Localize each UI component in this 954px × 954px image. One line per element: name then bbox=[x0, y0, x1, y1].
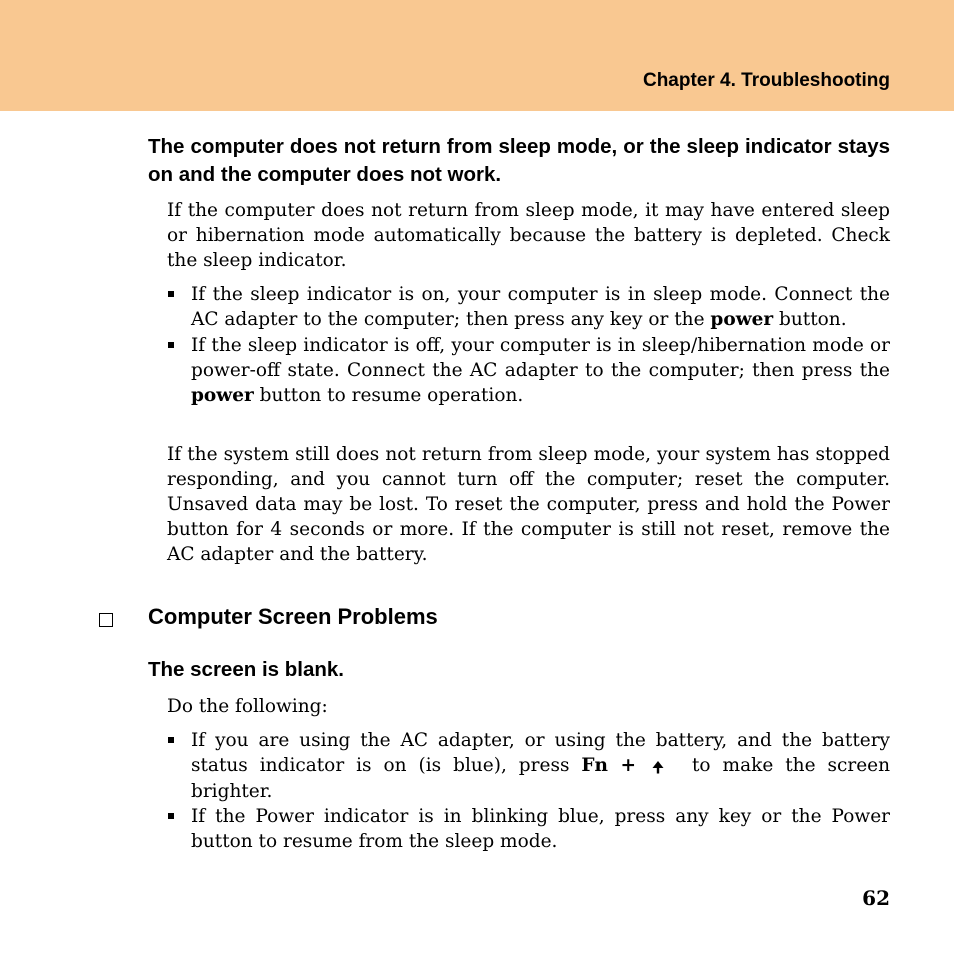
list-item bbox=[167, 804, 890, 854]
brightness-up-key-icon bbox=[636, 754, 680, 779]
screen-bullet-list bbox=[167, 728, 890, 854]
blank-screen-heading: The screen is blank. bbox=[148, 658, 344, 681]
section-square-icon bbox=[99, 613, 113, 627]
bullet-text: button to resume operation. bbox=[253, 385, 524, 406]
bullet-text: If the sleep indicator is on, your computer is in sleep mode. Connect the AC adapter to the computer; then press any key or the bbox=[191, 284, 890, 330]
list-item bbox=[167, 282, 890, 332]
bullet-text: If the sleep indicator is off, your computer is in sleep/hibernation mode or power-off state. Connect the AC adapter to the computer; then press the bbox=[191, 335, 890, 381]
bullet-square-icon bbox=[168, 291, 174, 297]
bullet-text: If the Power indicator is in blinking blue, press any key or the Power button to resume from the sleep mode. bbox=[191, 805, 890, 852]
bullet-square-icon bbox=[168, 737, 174, 743]
list-item bbox=[167, 728, 890, 804]
power-keyword: power bbox=[191, 385, 254, 406]
sleep-closing-paragraph: If the system still does not return from sleep mode, your system has stopped responding, and you cannot turn off the computer; reset the computer. Unsaved data may be lost. To reset the computer, press and hold the Power button for 4 seconds or more. If the computer is still not reset, remove the AC adapter and the battery. bbox=[167, 444, 890, 565]
screen-intro-paragraph: Do the following: bbox=[167, 696, 328, 717]
bullet-square-icon bbox=[168, 813, 174, 819]
list-item bbox=[167, 333, 890, 408]
bullet-text: If you are using the AC adapter, or using the battery, and the battery status indicator is on (is blue), press bbox=[191, 730, 890, 776]
sleep-bullet-list bbox=[167, 282, 890, 408]
bullet-square-icon bbox=[168, 342, 174, 348]
bullet-text: to make the screen brighter. bbox=[191, 755, 891, 802]
header-band bbox=[0, 0, 954, 111]
power-keyword: power bbox=[710, 309, 774, 330]
bullet-text: button. bbox=[773, 309, 847, 330]
page-number: 62 bbox=[862, 886, 890, 910]
section-title: Computer Screen Problems bbox=[148, 604, 438, 629]
fn-key-label: Fn + bbox=[581, 755, 637, 776]
chapter-title: Chapter 4. Troubleshooting bbox=[642, 70, 890, 91]
sleep-heading: The computer does not return from sleep mode, or the sleep indicator stays on and the computer does not work. bbox=[148, 135, 890, 186]
sleep-intro-paragraph: If the computer does not return from sleep mode, it may have entered sleep or hibernation mode automatically because the battery is depleted. Check the sleep indicator. bbox=[167, 200, 890, 271]
